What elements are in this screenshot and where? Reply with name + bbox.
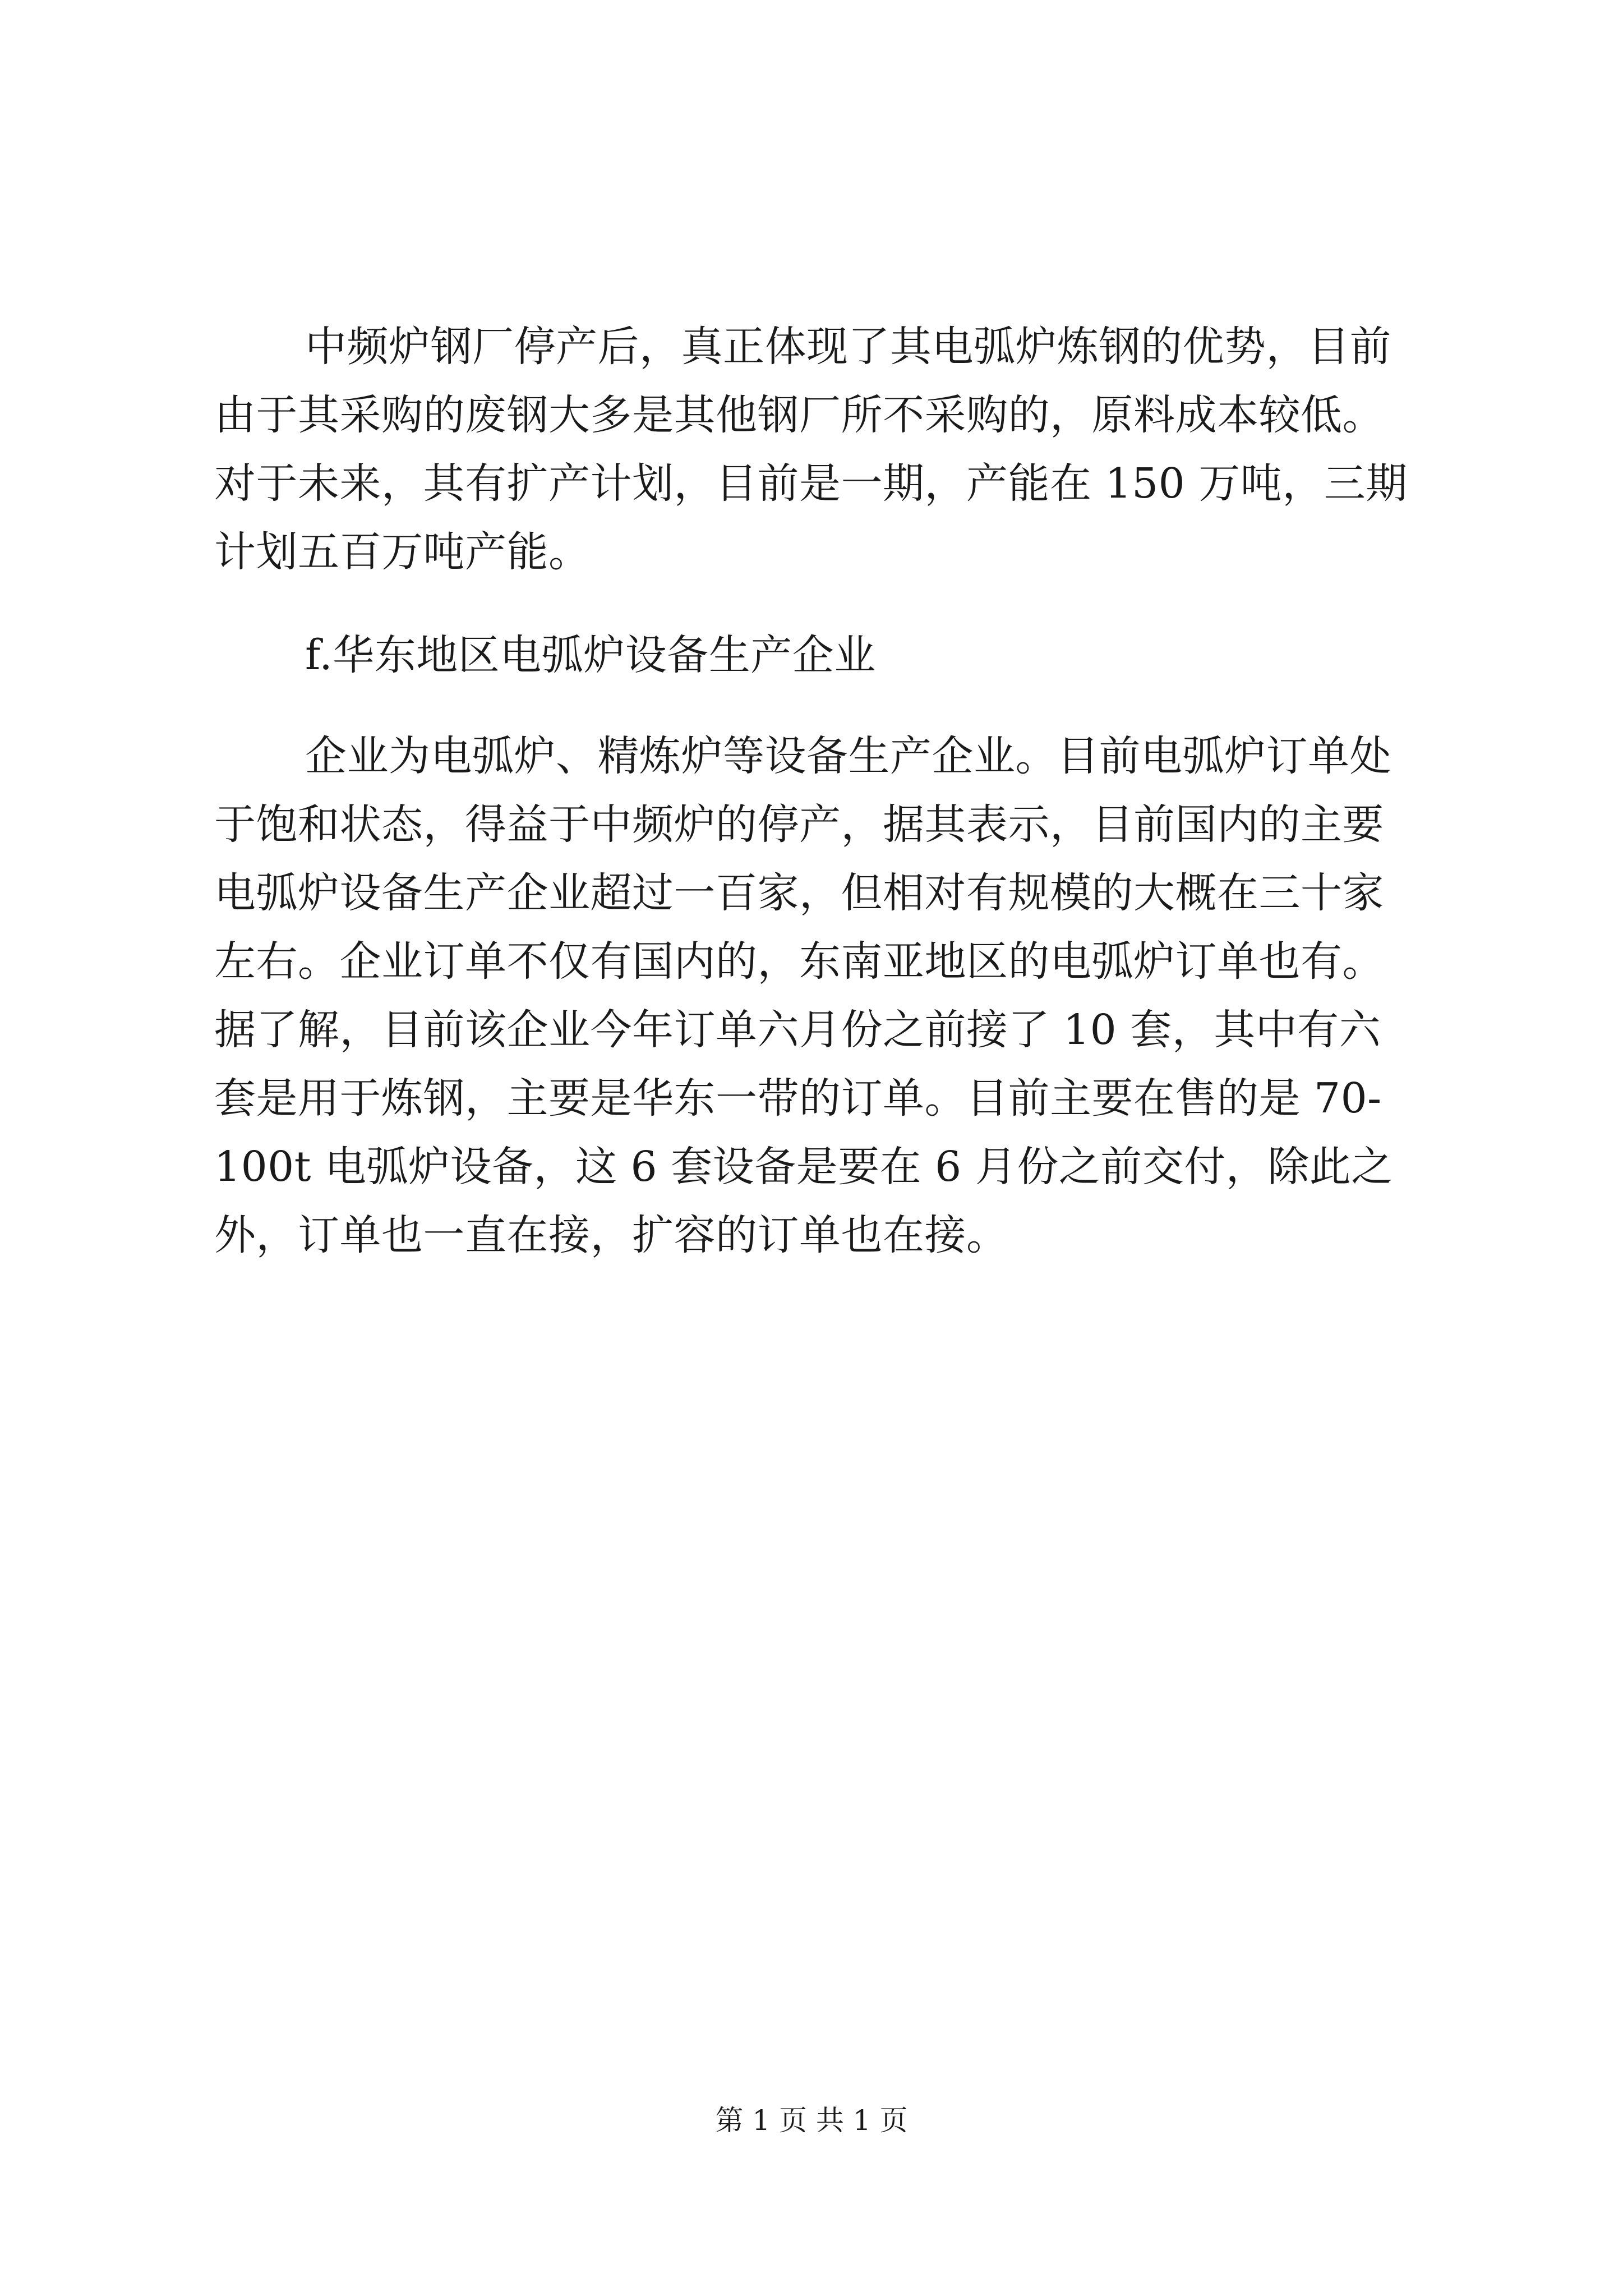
paragraph-3-line-8: 外，订单也一直在接，扩容的订单也在接。 — [214, 1211, 1008, 1259]
paragraph-3-line-3: 电弧炉设备生产企业超过一百家，但相对有规模的大概在三十家 — [214, 869, 1384, 917]
paragraph-3-line-4: 左右。企业订单不仅有国内的，东南亚地区的电弧炉订单也有。 — [214, 937, 1384, 986]
paragraph-3-line-7: 100t 电弧炉设备，这 6 套设备是要在 6 月份之前交付，除此之 — [214, 1143, 1393, 1191]
paragraph-3-line-5: 据了解，目前该企业今年订单六月份之前接了 10 套，其中有六 — [214, 1006, 1381, 1054]
paragraph-3-line-1: 企业为电弧炉、精炼炉等设备生产企业。目前电弧炉订单处 — [305, 732, 1391, 780]
paragraph-1-line-1: 中频炉钢厂停产后，真正体现了其电弧炉炼钢的优势，目前 — [305, 323, 1391, 371]
paragraph-1-line-4: 计划五百万吨产能。 — [214, 528, 591, 576]
paragraph-1-line-2: 由于其采购的废钢大多是其他钢厂所不采购的，原料成本较低。 — [214, 391, 1384, 439]
paragraph-1-line-3: 对于未来，其有扩产计划，目前是一期，产能在 150 万吨，三期 — [214, 459, 1408, 508]
paragraph-3-line-6: 套是用于炼钢，主要是华东一带的订单。目前主要在售的是 70- — [214, 1074, 1382, 1122]
section-heading: f.华东地区电弧炉设备生产企业 — [305, 631, 876, 679]
paragraph-3-line-2: 于饱和状态，得益于中频炉的停产，据其表示，目前国内的主要 — [214, 800, 1384, 849]
page-footer: 第 1 页 共 1 页 — [715, 2104, 908, 2137]
